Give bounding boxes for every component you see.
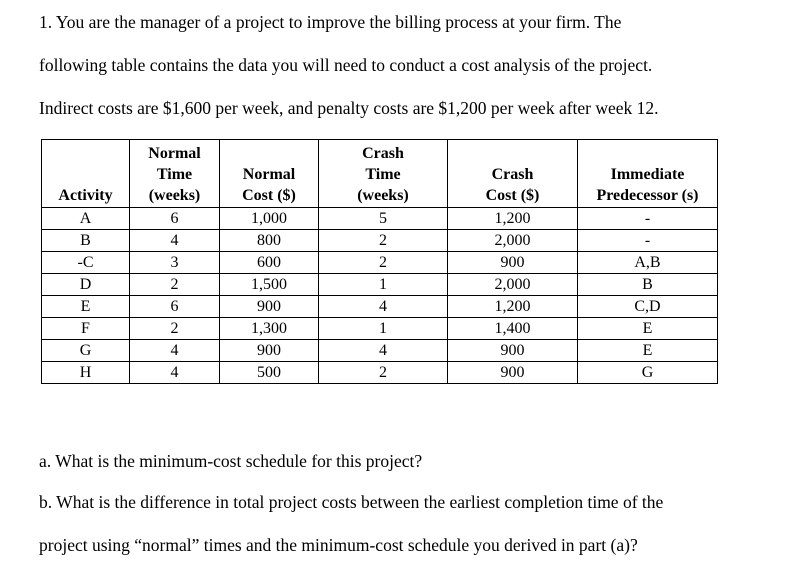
cell-normal-cost: 800 (220, 230, 319, 252)
table-row (42, 274, 718, 296)
cell-predecessor: B (578, 274, 718, 296)
cell-normal-time: 3 (130, 252, 220, 274)
intro-line-2: following table contains the data you will need to conduct a cost analysis of the project. (39, 55, 653, 75)
header-normal-cost (220, 140, 319, 208)
table-header-row (42, 140, 718, 208)
cell-predecessor: E (578, 318, 718, 340)
cell-predecessor: - (578, 230, 718, 252)
table-row (42, 340, 718, 362)
cell-predecessor: E (578, 340, 718, 362)
cell-normal-time: 2 (130, 274, 220, 296)
cell-normal-cost: 1,500 (220, 274, 319, 296)
cell-normal-cost: 1,000 (220, 208, 319, 230)
header-crash-time-line: Crash (362, 145, 404, 162)
cell-predecessor: G (578, 362, 718, 384)
header-normal-time-line: Time (156, 166, 193, 183)
cell-predecessor: - (578, 208, 718, 230)
cell-normal-cost: 1,300 (220, 318, 319, 340)
table-row (42, 208, 718, 230)
cell-normal-cost: 600 (220, 252, 319, 274)
header-normal-time (130, 140, 220, 208)
cell-activity: F (42, 318, 130, 340)
cell-normal-time: 2 (130, 318, 220, 340)
table-row (42, 318, 718, 340)
header-crash-cost-line: Cost ($) (485, 187, 540, 204)
header-activity-label: Activity (58, 187, 113, 204)
activity-table (41, 139, 718, 384)
cell-activity: E (42, 296, 130, 318)
cell-normal-cost: 900 (220, 296, 319, 318)
header-crash-time (319, 140, 448, 208)
cell-crash-cost: 1,400 (448, 318, 578, 340)
cell-normal-time: 4 (130, 230, 220, 252)
header-normal-time-line: Normal (148, 145, 201, 162)
header-normal-cost-line: Cost ($) (242, 187, 296, 204)
cell-crash-time: 4 (319, 296, 448, 318)
header-predecessor-line: Immediate (610, 166, 685, 183)
header-predecessor-line: Predecessor (s) (596, 187, 699, 204)
header-normal-cost-line: Normal (242, 166, 296, 183)
table-row (42, 362, 718, 384)
cell-crash-cost: 2,000 (448, 230, 578, 252)
cell-activity: D (42, 274, 130, 296)
header-predecessor (578, 140, 718, 208)
cell-crash-time: 1 (319, 274, 448, 296)
cell-crash-time: 2 (319, 230, 448, 252)
header-activity (42, 140, 130, 208)
cell-normal-cost: 900 (220, 340, 319, 362)
cell-activity: H (42, 362, 130, 384)
cell-predecessor: A,B (578, 252, 718, 274)
header-crash-cost-line: Crash (491, 166, 534, 183)
header-crash-time-line: (weeks) (357, 187, 409, 204)
cell-crash-time: 4 (319, 340, 448, 362)
intro-line-1: 1. You are the manager of a project to improve the billing process at your firm. The (39, 12, 622, 32)
cell-predecessor: C,D (578, 296, 718, 318)
table-row (42, 252, 718, 274)
cell-normal-time: 6 (130, 296, 220, 318)
cell-crash-cost: 1,200 (448, 296, 578, 318)
cell-activity: A (42, 208, 130, 230)
cell-normal-time: 4 (130, 362, 220, 384)
cell-activity: B (42, 230, 130, 252)
question-b-line-2: project using “normal” times and the minimum-cost schedule you derived in part (a)? (39, 535, 638, 555)
table-row (42, 230, 718, 252)
cell-crash-time: 2 (319, 252, 448, 274)
question-b-line-1: b. What is the difference in total project costs between the earliest completion time of the (39, 492, 664, 512)
cell-crash-time: 5 (319, 208, 448, 230)
cell-activity: G (42, 340, 130, 362)
cell-normal-time: 6 (130, 208, 220, 230)
cell-crash-cost: 1,200 (448, 208, 578, 230)
header-crash-time-line: Time (365, 166, 401, 183)
table-row (42, 296, 718, 318)
cell-crash-cost: 2,000 (448, 274, 578, 296)
cell-crash-time: 1 (319, 318, 448, 340)
cell-normal-time: 4 (130, 340, 220, 362)
cell-activity: -C (42, 252, 130, 274)
header-normal-time-line: (weeks) (148, 187, 201, 204)
cell-crash-cost: 900 (448, 252, 578, 274)
question-a: a. What is the minimum-cost schedule for this project? (39, 451, 423, 471)
cell-crash-time: 2 (319, 362, 448, 384)
intro-line-3: Indirect costs are $1,600 per week, and penalty costs are $1,200 per week after week 12. (39, 98, 659, 118)
cell-crash-cost: 900 (448, 362, 578, 384)
cell-normal-cost: 500 (220, 362, 319, 384)
cell-crash-cost: 900 (448, 340, 578, 362)
header-crash-cost (448, 140, 578, 208)
